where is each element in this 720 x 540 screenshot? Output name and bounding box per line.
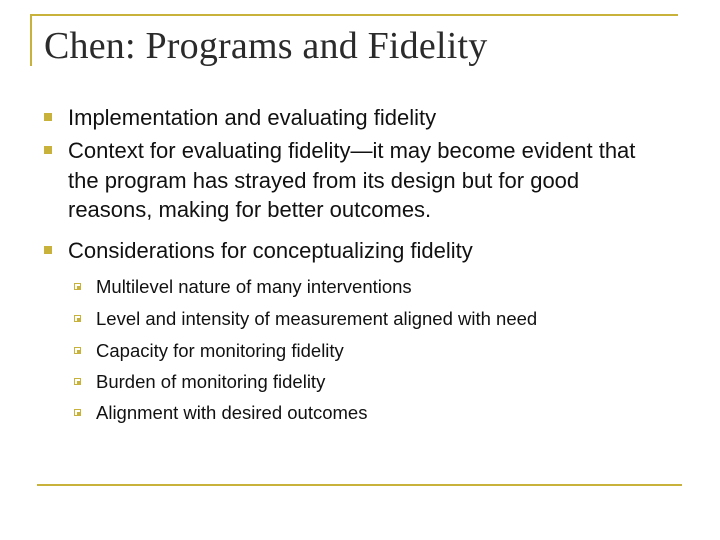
sub-bullet-text: Burden of monitoring fidelity — [96, 371, 326, 392]
checkbox-bullet-icon — [74, 409, 81, 416]
bullet-item — [68, 103, 668, 133]
slide-title: Chen: Programs and Fidelity — [44, 25, 488, 67]
checkbox-bullet-icon — [74, 315, 81, 322]
checkbox-bullet-icon — [74, 378, 81, 385]
bullet-text: Context for evaluating fidelity—it may become evident that the program has strayed from its design but for good reasons, making for better outcomes. — [68, 138, 636, 222]
square-bullet-icon — [44, 246, 52, 254]
checkbox-bullet-icon — [74, 283, 81, 290]
sub-bullet-item — [96, 340, 676, 362]
bottom-rule — [37, 484, 682, 486]
sub-bullet-text: Alignment with desired outcomes — [96, 402, 368, 423]
sub-bullet-text: Multilevel nature of many interventions — [96, 276, 412, 297]
sub-bullet-text: Level and intensity of measurement aligned with need — [96, 308, 538, 329]
sub-bullet-item — [96, 371, 676, 393]
checkbox-bullet-icon — [74, 347, 81, 354]
square-bullet-icon — [44, 146, 52, 154]
sub-bullet-text: Capacity for monitoring fidelity — [96, 340, 344, 361]
bullet-item — [68, 236, 668, 266]
bullet-text: Considerations for conceptualizing fidelity — [68, 238, 473, 263]
sub-bullet-item — [96, 308, 676, 330]
sub-bullet-item — [96, 276, 676, 298]
sub-bullet-item — [96, 402, 676, 424]
bullet-item — [68, 136, 668, 225]
bullet-text: Implementation and evaluating fidelity — [68, 105, 437, 130]
square-bullet-icon — [44, 113, 52, 121]
